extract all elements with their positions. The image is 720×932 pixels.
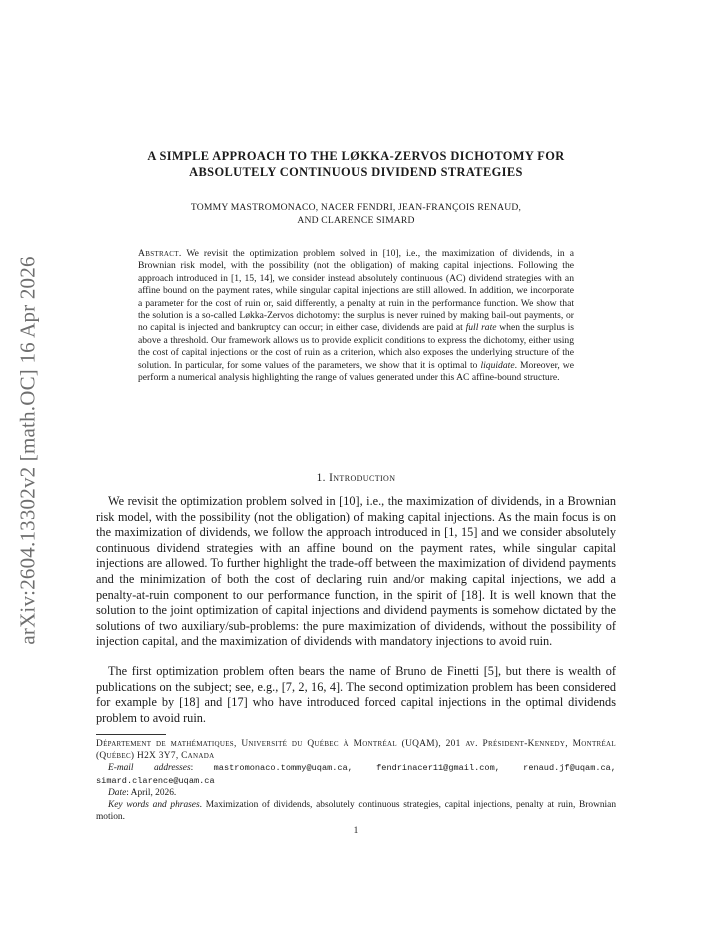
title-line-2: ABSOLUTELY CONTINUOUS DIVIDEND STRATEGIES <box>189 165 523 179</box>
section-heading <box>96 472 616 484</box>
email-addresses: mastromonaco.tommy@uqam.ca, fendrinacer11@gmail.com, renaud.jf@uqam.ca, simard.clarence@uqam.ca <box>96 763 616 786</box>
section-title-text: Introduction <box>329 472 396 484</box>
email-label: E-mail addresses <box>108 763 191 774</box>
abstract-emphasis-liquidate: liquidate <box>480 359 515 371</box>
page-number: 1 <box>353 826 359 836</box>
body-paragraph-2: The first optimization problem often bears the name of Bruno de Finetti [5], but there is wealth of publications on the subject; see, e.g., [7, 2, 16, 4]. The second optimization problem has been considered for example by [18] and [17] who have introduced forced capital injections in the optimal dividends problem to avoid ruin. <box>96 664 616 725</box>
body-paragraph-1: We revisit the optimization problem solved in [10], i.e., the maximization of dividends, in a Brownian risk model, with the possibility (not the obligation) of making capital injections. As the main focus is on the maximization of dividends, we follow the approach introduced in [1, 15] and we consider absolutely continuous dividend strategies with an affine bound on the payment rates, while singular capital injections are allowed. To further highlight the trade-off between the maximization of dividend payments and the minimization of both the cost of declaring ruin and/or making capital injections, we add a penalty-at-ruin component to our performance function, in the spirit of [18]. It is well known that the solution to the joint optimization of capital injections and dividend payments is somehow dictated by the solutions of two auxiliary/sub-problems: the pure maximization of dividends, without the possibility of injection capital, and the maximization of dividends with mandatory injections to avoid ruin. <box>96 494 616 649</box>
date-value: April, 2026. <box>130 787 177 798</box>
footnote-date: Date: April, 2026. <box>108 787 177 798</box>
footnotes <box>96 738 616 823</box>
arxiv-watermark <box>5 240 51 660</box>
authors-line-2: AND CLARENCE SIMARD <box>297 214 415 226</box>
authors-line-1: TOMMY MASTROMONACO, NACER FENDRI, JEAN-FRANÇOIS RENAUD, <box>190 202 522 213</box>
abstract-label: Abstract. <box>138 248 182 259</box>
footnote-keywords: Key words and phrases. Maximization of dividends, absolutely continuous strategies, capital injections, penalty at ruin, Brownian motion. <box>96 800 617 823</box>
abstract-emphasis-full-rate: full rate <box>465 322 497 334</box>
arxiv-identifier: arXiv:2604.13302v2 [math.OC] 16 Apr 2026 <box>15 255 40 645</box>
keywords-value: Maximization of dividends, absolutely continuous strategies, capital injections, penalty at ruin, Brownian motion. <box>96 800 617 823</box>
author-list <box>96 202 616 227</box>
footnote-emails: E-mail addresses: mastromonaco.tommy@uqam.ca, fendrinacer11@gmail.com, renaud.jf@uqam.ca, simard.clarence@uqam.ca <box>96 763 616 786</box>
abstract-text-3: . Moreover, we perform a numerical analysis highlighting the range of values generated under this AC affine-bound structure. <box>138 359 574 384</box>
section-number: 1. <box>316 472 330 484</box>
abstract-text-2: when the surplus is above a threshold. Our framework allows us to provide explicit conditions to express the dichotomy, either using the cost of capital injections or the cost of ruin as a criterion, which also exposes the underlying structure of the solution. In particular, for some values of the parameters, we show that it is optimal to <box>138 322 574 371</box>
footnote-affiliation <box>96 738 616 762</box>
footnote-rule <box>96 734 166 735</box>
date-label: Date <box>108 787 127 798</box>
keywords-label: Key words and phrases <box>108 800 200 811</box>
abstract <box>138 248 574 384</box>
abstract-text-1: We revisit the optimization problem solved in [10], i.e., the maximization of dividends, in a Brownian risk model, with the possibility (not the obligation) of making capital injections. Following the approach introduced in [1, 15, 14], we consider instead absolutely continuous (AC) dividend strategies with an affine bound on the payment rates, while singular capital injections are still allowed. In addition, we incorporate a parameter for the cost of ruin or, said differently, a penalty at ruin in the performance function. We show that the solution is a so-called Løkka-Zervos dichotomy: the surplus is never ruined by making bail-out payments, or no capital is injected and bankruptcy can occur; in either case, dividends are paid at <box>138 248 574 334</box>
title-line-1: A SIMPLE APPROACH TO THE LØKKA-ZERVOS DICHOTOMY FOR <box>147 149 565 163</box>
affiliation-text: Département de mathématiques, Université du Québec à Montréal (UQAM), 201 av. Président-Kennedy, Montréal (Québec) H2X 3Y7, Canada <box>96 739 616 762</box>
paper-title <box>96 148 616 180</box>
